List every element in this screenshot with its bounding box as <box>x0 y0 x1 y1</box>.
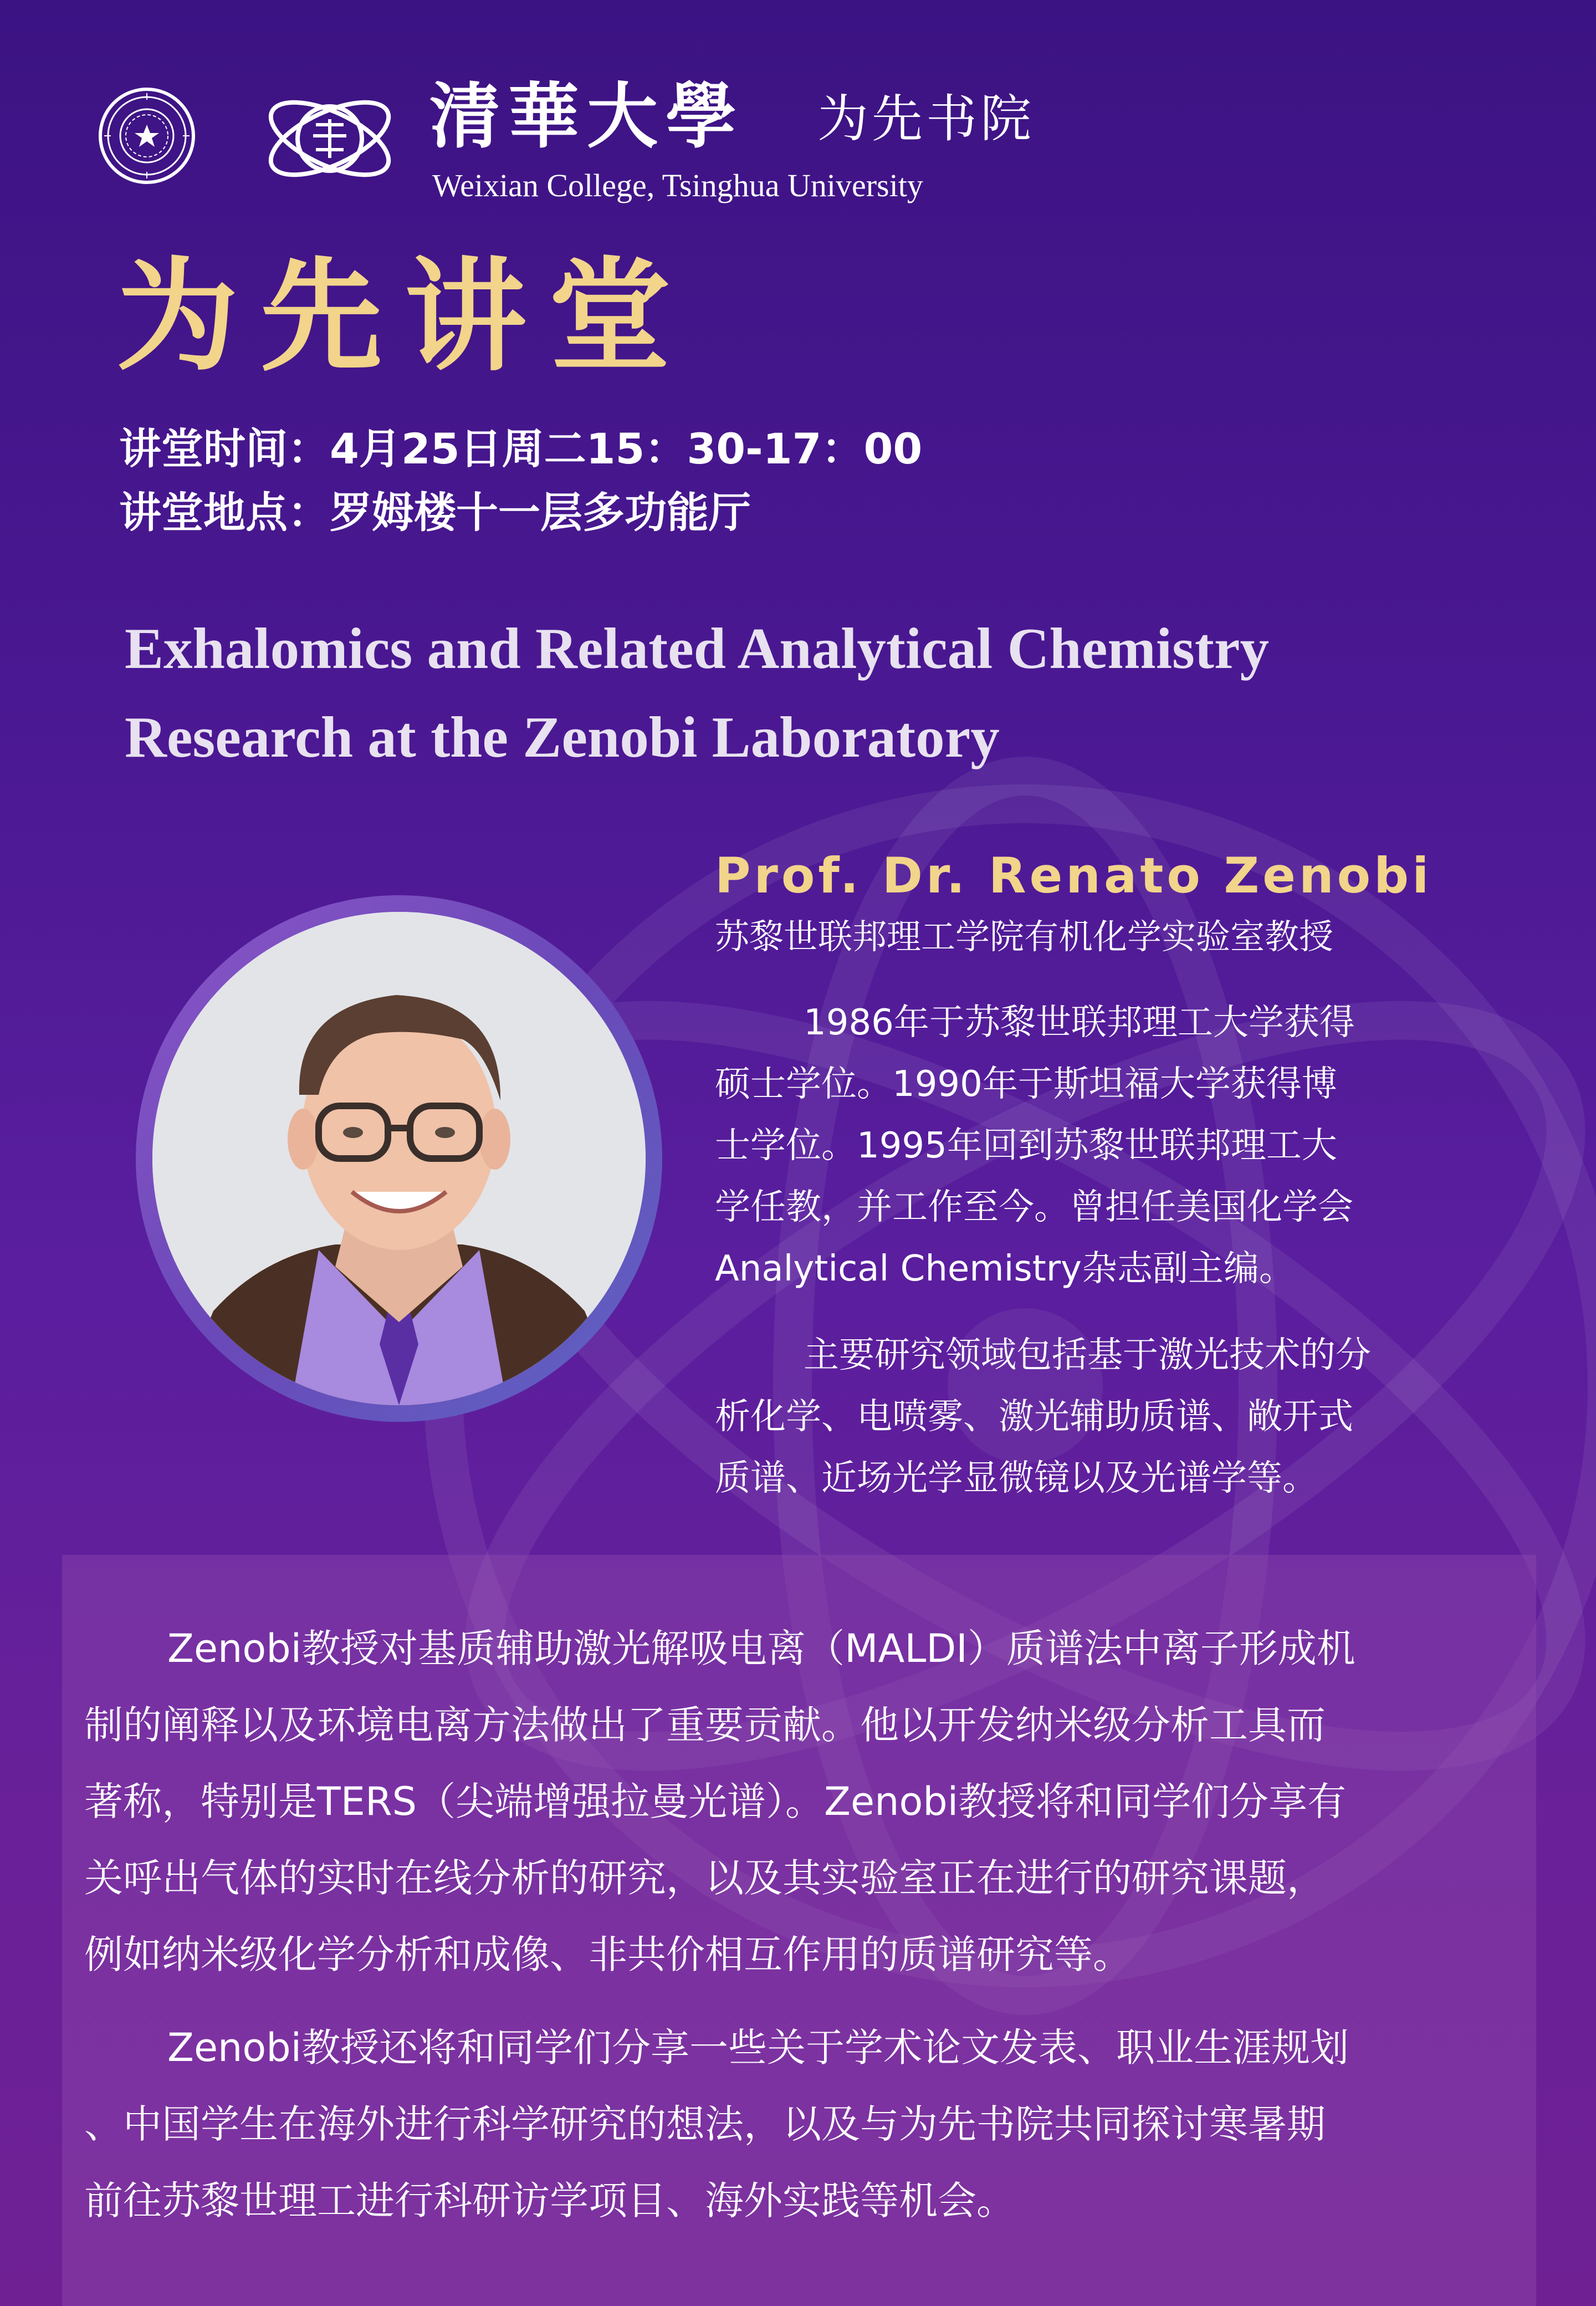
bio-line: Analytical Chemistry杂志副主编。 <box>715 1248 1295 1289</box>
description-line: 关呼出气体的实时在线分析的研究，以及其实验室正在进行的研究课题， <box>84 1855 1326 1901</box>
lecture-title-line: Research at the Zenobi Laboratory <box>125 705 1000 769</box>
series-title: 为先讲堂 <box>116 244 693 387</box>
description-line: Zenobi教授对基质辅助激光解吸电离（MALDI）质谱法中离子形成机 <box>167 1626 1355 1671</box>
bio-line: 硕士学位。1990年于斯坦福大学获得博 <box>715 1064 1337 1105</box>
bio-line: 质谱、近场光学显微镜以及光谱学等。 <box>715 1458 1318 1499</box>
speaker-bio-education <box>715 992 1469 1300</box>
description-line: 前往苏黎世理工进行科研访学项目、海外实践等机会。 <box>84 2178 1015 2223</box>
bio-line: 学任教，并工作至今。曾担任美国化学会 <box>715 1187 1353 1228</box>
bio-line: 1986年于苏黎世联邦理工大学获得 <box>804 1002 1355 1043</box>
header <box>97 67 1035 211</box>
bio-line: 析化学、电喷雾、激光辅助质谱、敞开式 <box>715 1396 1353 1437</box>
lecture-description-paragraph <box>84 2009 1514 2239</box>
speaker-portrait-illustration <box>152 912 646 1405</box>
university-name-cn: 清華大學 <box>429 75 745 158</box>
description-line: Zenobi教授还将和同学们分享一些关于学术论文发表、职业生涯规划 <box>167 2025 1349 2070</box>
lecture-place: 讲堂地点：罗姆楼十一层多功能厅 <box>119 488 751 537</box>
weixian-college-logo-icon <box>260 69 399 208</box>
lecture-time: 讲堂时间：4月25日周二15：30-17：00 <box>119 424 923 473</box>
speaker-name: Prof. Dr. Renato Zenobi <box>715 847 1433 904</box>
speaker-affiliation: 苏黎世联邦理工学院有机化学实验室教授 <box>715 916 1334 957</box>
description-line: 制的阐释以及环境电离方法做出了重要贡献。他以开发纳米级分析工具而 <box>84 1702 1326 1748</box>
description-line: 、中国学生在海外进行科学研究的想法，以及与为先书院共同探讨寒暑期 <box>84 2101 1326 2147</box>
bio-line: 主要研究领域包括基于激光技术的分 <box>804 1335 1371 1376</box>
lecture-description-paragraph <box>84 1610 1514 1993</box>
tsinghua-seal-icon <box>97 67 197 205</box>
college-name-cn: 为先书院 <box>817 89 1035 149</box>
lecture-title-line: Exhalomics and Related Analytical Chemistry <box>125 616 1269 681</box>
college-name-en: Weixian College, Tsinghua University <box>432 167 923 203</box>
bio-line: 士学位。1995年回到苏黎世联邦理工大 <box>715 1125 1337 1166</box>
description-line: 例如纳米级化学分析和成像、非共价相互作用的质谱研究等。 <box>84 1932 1132 1977</box>
speaker-portrait <box>152 912 646 1405</box>
description-line: 著称，特别是TERS（尖端增强拉曼光谱）。Zenobi教授将和同学们分享有 <box>84 1779 1347 1824</box>
speaker-bio-research <box>715 1325 1469 1509</box>
